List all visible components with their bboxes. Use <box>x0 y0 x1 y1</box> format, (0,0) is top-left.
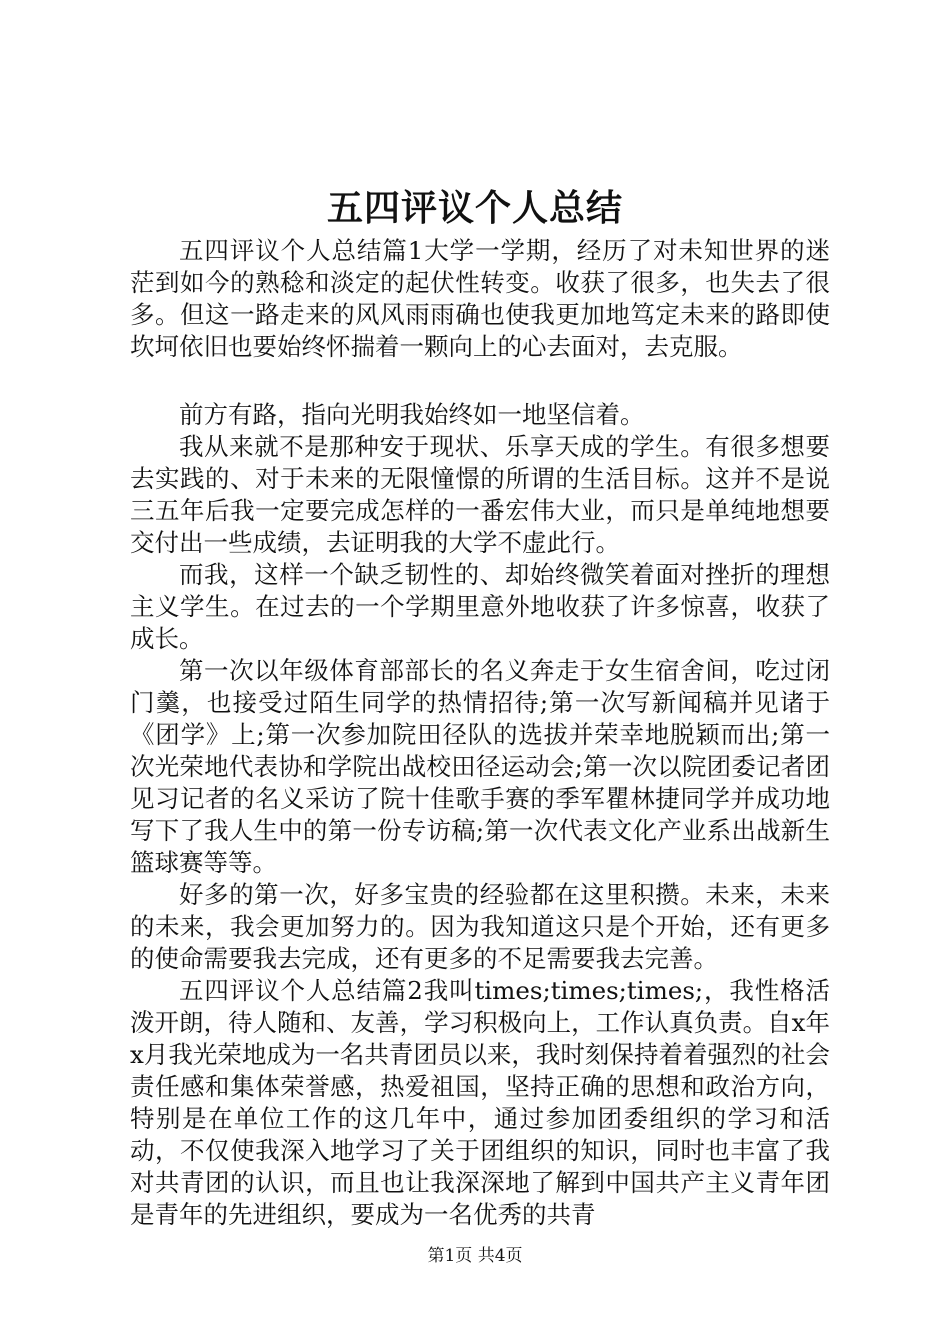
paragraph: 前方有路，指向光明我始终如一地坚信着。 <box>179 400 645 429</box>
document-body <box>130 235 830 1231</box>
paragraph: 五四评议个人总结篇2我叫times;times;times;，我性格活泼开朗，待人随和、友善，学习积极向上，工作认真负责。自x年x月我光荣地成为一名共青团员以来，我时刻保持着着强烈的社会责任感和集体荣誉感，热爱祖国，坚持正确的思想和政治方向，特别是在单位工作的这几年中，通过参加团委组织的学习和活动，不仅使我深入地学习了关于团组织的知识，同时也丰富了我对共青团的认识，而且也让我深深地了解到中国共产主义青年团是青年的先进组织，要成为一名优秀的共青 <box>130 976 830 1229</box>
paragraph: 我从来就不是那种安于现状、乐享天成的学生。有很多想要去实践的、对于未来的无限憧憬的所谓的生活目标。这并不是说三五年后我一定要完成怎样的一番宏伟大业，而只是单纯地想要交付出一些成绩，去证明我的大学不虚此行。 <box>130 432 830 557</box>
paragraph: 而我，这样一个缺乏韧性的、却始终微笑着面对挫折的理想主义学生。在过去的一个学期里意外地收获了许多惊喜，收获了成长。 <box>130 560 830 653</box>
paragraph: 五四评议个人总结篇1大学一学期，经历了对未知世界的迷茫到如今的熟稔和淡定的起伏性转变。收获了很多，也失去了很多。但这一路走来的风风雨雨确也使我更加地笃定未来的路即使坎坷依旧也要始终怀揣着一颗向上的心去面对，去克服。 <box>130 236 830 361</box>
paragraph: 好多的第一次，好多宝贵的经验都在这里积攒。未来，未来的未来，我会更加努力的。因为我知道这只是个开始，还有更多的使命需要我去完成，还有更多的不足需要我去完善。 <box>130 880 830 973</box>
paragraph: 第一次以年级体育部部长的名义奔走于女生宿舍间，吃过闭门羹，也接受过陌生同学的热情招待;第一次写新闻稿并见诸于《团学》上;第一次参加院田径队的选拔并荣幸地脱颖而出;第一次光荣地代表协和学院出战校田径运动会;第一次以院团委记者团见习记者的名义采访了院十佳歌手赛的季军瞿林捷同学并成功地写下了我人生中的第一份专访稿;第一次代表文化产业系出战新生篮球赛等等。 <box>130 656 830 877</box>
page-number-footer: 第1页 共4页 <box>427 1246 523 1266</box>
document-title: 五四评议个人总结 <box>326 187 623 229</box>
